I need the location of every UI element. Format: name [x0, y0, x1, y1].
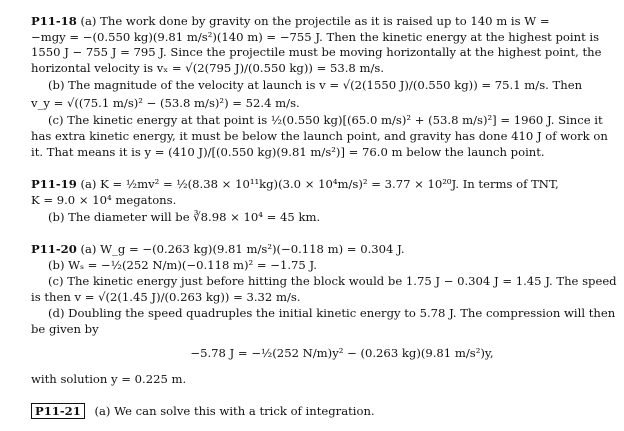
p11-18-line-2: −mgy = −(0.550 kg)(9.81 m/s²)(140 m) = −755 J. Then the kinetic energy at the highest point is: [31, 30, 600, 44]
p11-18-line-5: (b) The magnitude of the velocity at launch is v = √(2(1550 J)/(0.550 kg)) = 75.1 m/s. Then: [48, 78, 583, 92]
p11-20-equation: −5.78 J = −½(252 N/m)y² − (0.263 kg)(9.81 m/s²)y,: [190, 346, 494, 360]
p11-18-line-4: horizontal velocity is vₓ = √(2(795 J)/(0.550 kg)) = 53.8 m/s.: [31, 61, 385, 75]
p11-18-heading: P11-18: [31, 14, 77, 28]
p11-20-heading: P11-20: [31, 242, 77, 256]
p11-19-line-1: P11-19 (a) K = ½mv² = ½(8.38 × 10¹¹kg)(3.0 × 10⁴m/s)² = 3.77 × 10²⁰J. In terms of TNT,: [31, 177, 559, 191]
p11-18-line-9: it. That means it is y = (410 J)/[(0.550 kg)(9.81 m/s²)] = 76.0 m below the launch point.: [31, 145, 545, 159]
p11-20-line-7: with solution y = 0.225 m.: [31, 372, 187, 386]
p11-18-line-6: v_y = √((75.1 m/s)² − (53.8 m/s)²) = 52.4 m/s.: [31, 96, 300, 110]
p11-20-line-4: is then v = √(2(1.45 J)/(0.263 kg)) = 3.32 m/s.: [31, 290, 301, 304]
p11-20-line-6: be given by: [31, 322, 99, 336]
p11-19-heading: P11-19: [31, 177, 77, 191]
p11-18-line-1: P11-18 (a) The work done by gravity on the projectile as it is raised up to 140 m is W =: [31, 14, 550, 28]
p11-20-line-2: (b) Wₛ = −½(252 N/m)(−0.118 m)² = −1.75 J.: [48, 258, 317, 272]
p11-21-heading: P11-21: [31, 403, 85, 419]
p11-19-line-2: K = 9.0 × 10⁴ megatons.: [31, 193, 177, 207]
p11-19-line-3: (b) The diameter will be ∛8.98 × 10⁴ = 45 km.: [48, 210, 321, 224]
p11-18-line-7: (c) The kinetic energy at that point is ½(0.550 kg)[(65.0 m/s)² + (53.8 m/s)²] = 1960 J. Since it: [48, 113, 603, 127]
p11-18-line-3: 1550 J − 755 J = 795 J. Since the projectile must be moving horizontally at the highest point, the: [31, 45, 602, 59]
p11-21-line-1: P11-21 (a) We can solve this with a trick of integration.: [31, 403, 610, 419]
p11-20-line-3: (c) The kinetic energy just before hitting the block would be 1.75 J − 0.304 J = 1.45 J. The speed: [48, 274, 617, 288]
p11-18-line-8: has extra kinetic energy, it must be below the launch point, and gravity has done 410 J of work on: [31, 129, 608, 143]
p11-20-line-1: P11-20 (a) W_g = −(0.263 kg)(9.81 m/s²)(−0.118 m) = 0.304 J.: [31, 242, 405, 256]
p11-20-line-5: (d) Doubling the speed quadruples the initial kinetic energy to 5.78 J. The compression will then: [48, 306, 616, 320]
